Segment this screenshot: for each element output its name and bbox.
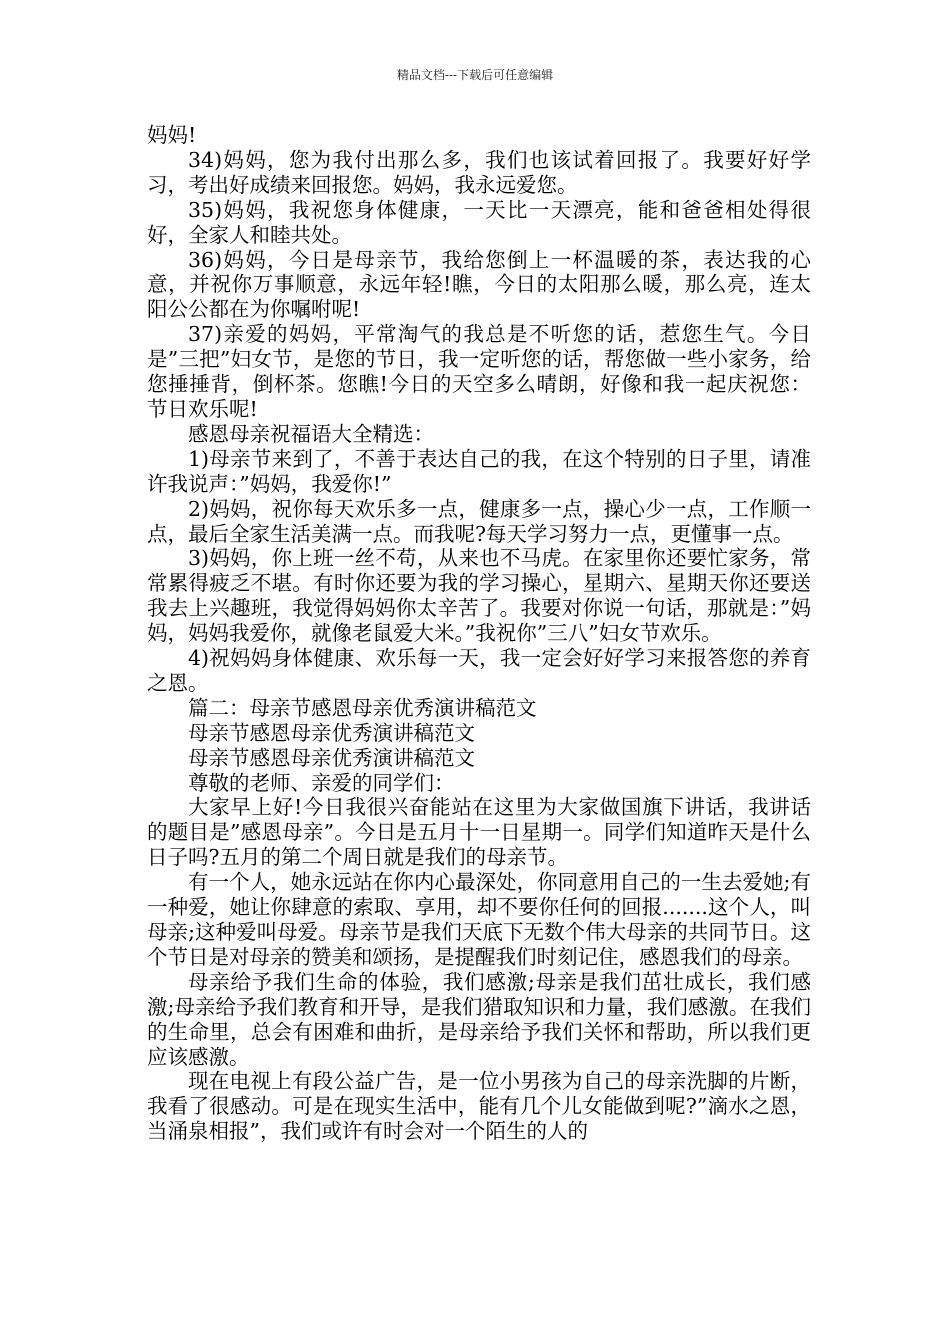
document-body — [147, 123, 811, 1144]
paragraph: 36)妈妈，今日是母亲节，我给您倒上一杯温暖的茶，表达我的心意，并祝你万事顺意，永远年轻!瞧，今日的太阳那么暖，那么亮，连太阳公公都在为你嘱咐呢! — [147, 247, 811, 322]
paragraph: 妈妈! — [147, 123, 197, 147]
paragraph: 母亲给予我们生命的体验，我们感激;母亲是我们茁壮成长，我们感激;母亲给予我们教育和开导，是我们猎取知识和力量，我们感激。在我们的生命里，总会有困难和曲折，是母亲给予我们关怀和帮助，所以我们更应该感激。 — [147, 969, 811, 1069]
paragraph: 3)妈妈，你上班一丝不苟，从来也不马虎。在家里你还要忙家务，常常累得疲乏不堪。有时你还要为我的学习操心，星期六、星期天你还要送我去上兴趣班，我觉得妈妈你太辛苦了。我要对你说一句话，那就是：”妈妈，妈妈我爱你，就像老鼠爱大米。”我祝你”三八”妇女节欢乐。 — [147, 546, 811, 646]
paragraph: 篇二：母亲节感恩母亲优秀演讲稿范文 — [188, 695, 537, 720]
paragraph: 感恩母亲祝福语大全精选： — [188, 421, 434, 446]
paragraph: 37)亲爱的妈妈，平常淘气的我总是不听您的话，惹您生气。今日是”三把”妇女节，是您的节日，我一定听您的话，帮您做一些小家务，给您捶捶背，倒杯茶。您瞧!今日的天空多么晴朗，好像和我一起庆祝您：节日欢乐呢! — [147, 322, 811, 421]
paragraph: 1)母亲节来到了，不善于表达自己的我，在这个特别的日子里，请准许我说声：”妈妈，我爱你!” — [147, 446, 811, 496]
paragraph: 有一个人，她永远站在你内心最深处，你同意用自己的一生去爱她;有一种爱，她让你肆意的索取、享用，却不要你任何的回报.......这个人，叫母亲;这种爱叫母爱。母亲节是我们天底下无数个伟大母亲的共同节日。这个节日是对母亲的赞美和颂扬，是提醒我们时刻记住，感恩我们的母亲。 — [147, 870, 811, 969]
paragraph: 35)妈妈，我祝您身体健康，一天比一天漂亮，能和爸爸相处得很好，全家人和睦共处。 — [147, 197, 811, 247]
paragraph: 34)妈妈，您为我付出那么多，我们也该试着回报了。我要好好学习，考出好成绩来回报您。妈妈，我永远爱您。 — [147, 147, 811, 197]
paragraph: 2)妈妈，祝你每天欢乐多一点，健康多一点，操心少一点，工作顺一点，最后全家生活美满一点。而我呢?每天学习努力一点，更懂事一点。 — [147, 496, 811, 546]
paragraph: 尊敬的老师、亲爱的同学们： — [188, 770, 455, 795]
paragraph: 母亲节感恩母亲优秀演讲稿范文 — [188, 745, 475, 770]
paragraph: 现在电视上有段公益广告，是一位小男孩为自己的母亲洗脚的片断，我看了很感动。可是在现实生活中，能有几个儿女能做到呢?”滴水之恩，当涌泉相报”，我们或许有时会对一个陌生的人的 — [147, 1069, 811, 1144]
paragraph: 4)祝妈妈身体健康、欢乐每一天，我一定会好好学习来报答您的养育之恩。 — [147, 646, 811, 695]
paragraph: 母亲节感恩母亲优秀演讲稿范文 — [188, 720, 475, 745]
page-header: 精品文档---下载后可任意编辑 — [396, 68, 554, 82]
paragraph: 大家早上好!今日我很兴奋能站在这里为大家做国旗下讲话，我讲话的题目是”感恩母亲”。今日是五月十一日星期一。同学们知道昨天是什么日子吗?五月的第二个周日就是我们的母亲节。 — [147, 795, 811, 870]
